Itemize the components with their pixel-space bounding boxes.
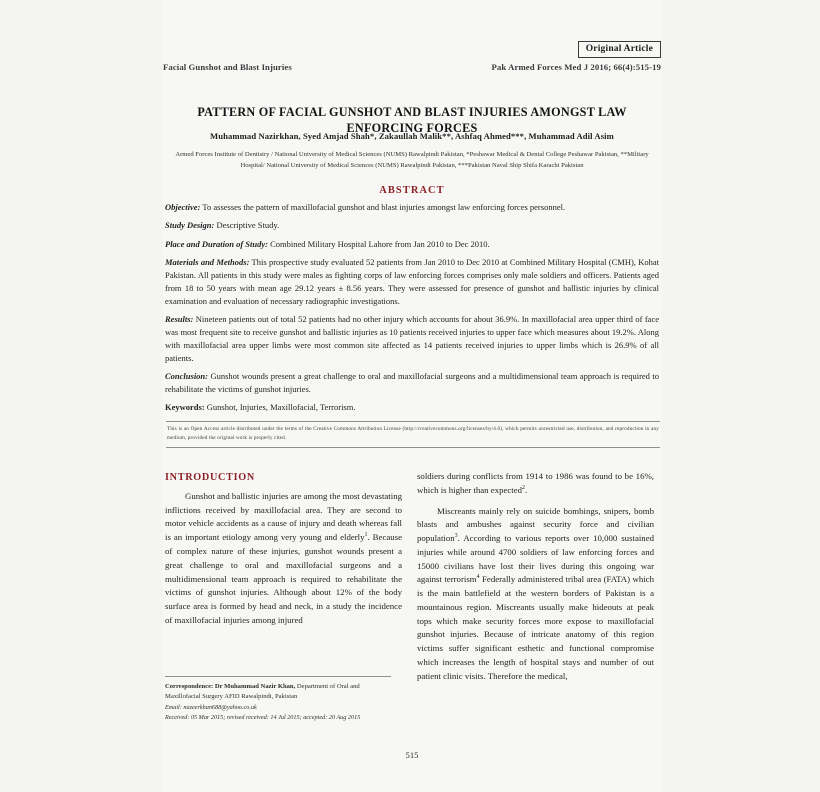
- abstract-place-duration: [165, 238, 659, 251]
- intro-paragraph-2-part-a: soldiers during conflicts from 1914 to 1986 was found to be 16%, which is higher than expected: [417, 471, 654, 495]
- intro-paragraph-1-part-a: Gunshot and ballistic injuries are among the most devastating inflictions received by maxillofacial area. They are second to motor vehicle accidents as a cause of injury and death whereas fall is an important etiology among very young and elderly: [165, 490, 402, 543]
- abstract-objective-label: Objective:: [165, 202, 201, 212]
- abstract-methods-label: Materials and Methods:: [165, 257, 250, 268]
- abstract-place-label: Place and Duration of Study:: [165, 238, 268, 249]
- correspondence-name: Dr Muhammad Nazir Khan,: [214, 683, 296, 690]
- running-head-left: Facial Gunshot and Blast Injuries: [163, 62, 292, 72]
- abstract-results: [165, 313, 659, 365]
- section-heading-introduction: INTRODUCTION: [165, 472, 255, 483]
- correspondence-block: [165, 676, 391, 722]
- abstract-heading: ABSTRACT: [379, 185, 445, 196]
- correspondence-address: Department of Oral and Maxillofacial Surgery AFID Rawalpindi, Pakistan: [165, 683, 360, 701]
- abstract-conclusion-label: Conclusion:: [165, 371, 208, 382]
- intro-paragraph-2-part-b: .: [525, 484, 528, 495]
- open-access-license-note: This is an Open Access article distributed under the terms of the Creative Commons Attribution License (http://creativecommons.org/licenses/by/4.0), which permits unrestricted use, distribution, and reproduction in any medium, provided the original work is properly cited.: [166, 421, 660, 448]
- abstract-results-text: Nineteen patients out of total 52 patients had no other injury which accounts for about 36.9%. In maxillofacial area upper third of face was most frequent site to receive gunshot and ballistic injuries as 10 patients received injuries to upper face which measures about 19.2%. Along with maxillofacial area upper limbs were most common site affected as 14 patients received injuries to upper limbs which is 26.9% of all patients.: [165, 314, 659, 363]
- author-list: [175, 131, 649, 141]
- running-head: [163, 62, 661, 72]
- running-head-right: Pak Armed Forces Med J 2016; 66(4):515-19: [491, 62, 661, 72]
- abstract-methods-text: This prospective study evaluated 52 patients from Jan 2010 to Dec 2010 at Combined Military Hospital (CMH), Kohat Pakistan. All patients in this study were males as fighting corps of law enforcing forces comprises only male soldiers and officers. Patients aged from 18 to 50 years with mean age 29.12 years ± 8.56 years. They were assessed for presence of gunshot and ballistic injuries by clinical examination and evaluation of necessary radiographic investigations.: [165, 257, 659, 306]
- article-title: PATTERN OF FACIAL GUNSHOT AND BLAST INJURIES AMONGST LAW ENFORCING FORCES: [197, 105, 627, 136]
- abstract-methods: [165, 256, 659, 308]
- page-number: 515: [405, 750, 419, 760]
- citation-marker-1: 1: [364, 532, 368, 539]
- abstract-keywords: [165, 401, 659, 414]
- intro-paragraph-2: [417, 470, 654, 498]
- abstract-study-design: [165, 219, 659, 232]
- intro-paragraph-3-part-a: Miscreants mainly rely on suicide bombings, snipers, bomb blasts and ambushes against security force and civilian population: [417, 505, 654, 544]
- correspondence-label: Correspondence:: [165, 683, 214, 690]
- correspondence-email: Email: nazeerkhan688@yahoo.co.uk: [165, 703, 257, 711]
- page-sheet: [163, 0, 661, 792]
- abstract-body: [165, 201, 659, 420]
- abstract-keywords-label: Keywords:: [165, 402, 205, 413]
- intro-paragraph-1-part-b: . Because of complex nature of these injuries, gunshot wounds present a great challenge to oral and maxillofacial surgeons and a multidimensional team approach is required to rehabilitate the victims of gunshot injuries. Although about 12% of the body surface area is formed by head and neck, in a study the incidence of maxillofacial injuries among injured: [165, 532, 402, 625]
- abstract-conclusion: [165, 370, 659, 396]
- body-column-left: [165, 470, 402, 635]
- affiliations: Armed Forces Institute of Dentistry / National University of Medical Sciences (NUMS) Rawalpindi Pakistan, *Peshawar Medical & Dental College Peshawar Pakistan, **Military Hospital/ National University of Medical Sciences (NUMS) Rawalpindi Pakistan, ***Pakistan Naval Ship Shifa Karachi Pakistan: [175, 151, 649, 169]
- abstract-keywords-text: Gunshot, Injuries, Maxillofacial, Terrorism.: [206, 402, 356, 413]
- abstract-objective-text: To assesses the pattern of maxillofacial gunshot and blast injuries amongst law enforcing forces personnel.: [202, 202, 566, 212]
- citation-marker-2: 2: [522, 484, 526, 491]
- citation-marker-3: 3: [454, 533, 458, 540]
- correspondence-line: [165, 682, 391, 703]
- intro-paragraph-3-part-b: . According to various reports over 10,000 sustained injuries while around 4700 soldiers of law enforcing forces and 15000 civilians have lost their lives during this ongoing war against terrorism: [417, 533, 654, 585]
- abstract-objective: [165, 201, 659, 214]
- abstract-results-label: Results:: [165, 314, 194, 325]
- original-article-badge: Original Article: [578, 41, 661, 58]
- abstract-conclusion-text: Gunshot wounds present a great challenge to oral and maxillofacial surgeons and a multidimensional team approach is required to rehabilitate the victims of gunshot injuries.: [165, 371, 660, 394]
- body-column-right: [417, 470, 654, 690]
- correspondence-dates: Received: 05 Mar 2015; revised received: 14 Jul 2015; accepted: 20 Aug 2015: [165, 713, 361, 721]
- abstract-study-design-label: Study Design:: [165, 220, 215, 231]
- intro-paragraph-3-part-c: Federally administered tribal area (FATA) which is the main battlefield at the western borders of Pakistan is a mountainous region. Miscreants usually make hideouts at peak tops which make security forces more expose to maxillofacial gunshot injuries. Because of intricate anatomy of this region victims suffer significant esthetic and functional compromise which increases the length of hospital stays and number of out patient clinic visits. Therefore the medical,: [417, 574, 654, 681]
- abstract-study-design-text: Descriptive Study.: [216, 220, 280, 231]
- intro-paragraph-3: [417, 505, 654, 684]
- author-names: Muhammad Nazirkhan, Syed Amjad Shah*, Zakaullah Malik**, Ashfaq Ahmed***, Muhammad Adil Asim: [210, 131, 614, 141]
- citation-marker-4: 4: [476, 574, 480, 581]
- intro-paragraph-1: [165, 490, 402, 628]
- abstract-place-text: Combined Military Hospital Lahore from Jan 2010 to Dec 2010.: [270, 238, 490, 249]
